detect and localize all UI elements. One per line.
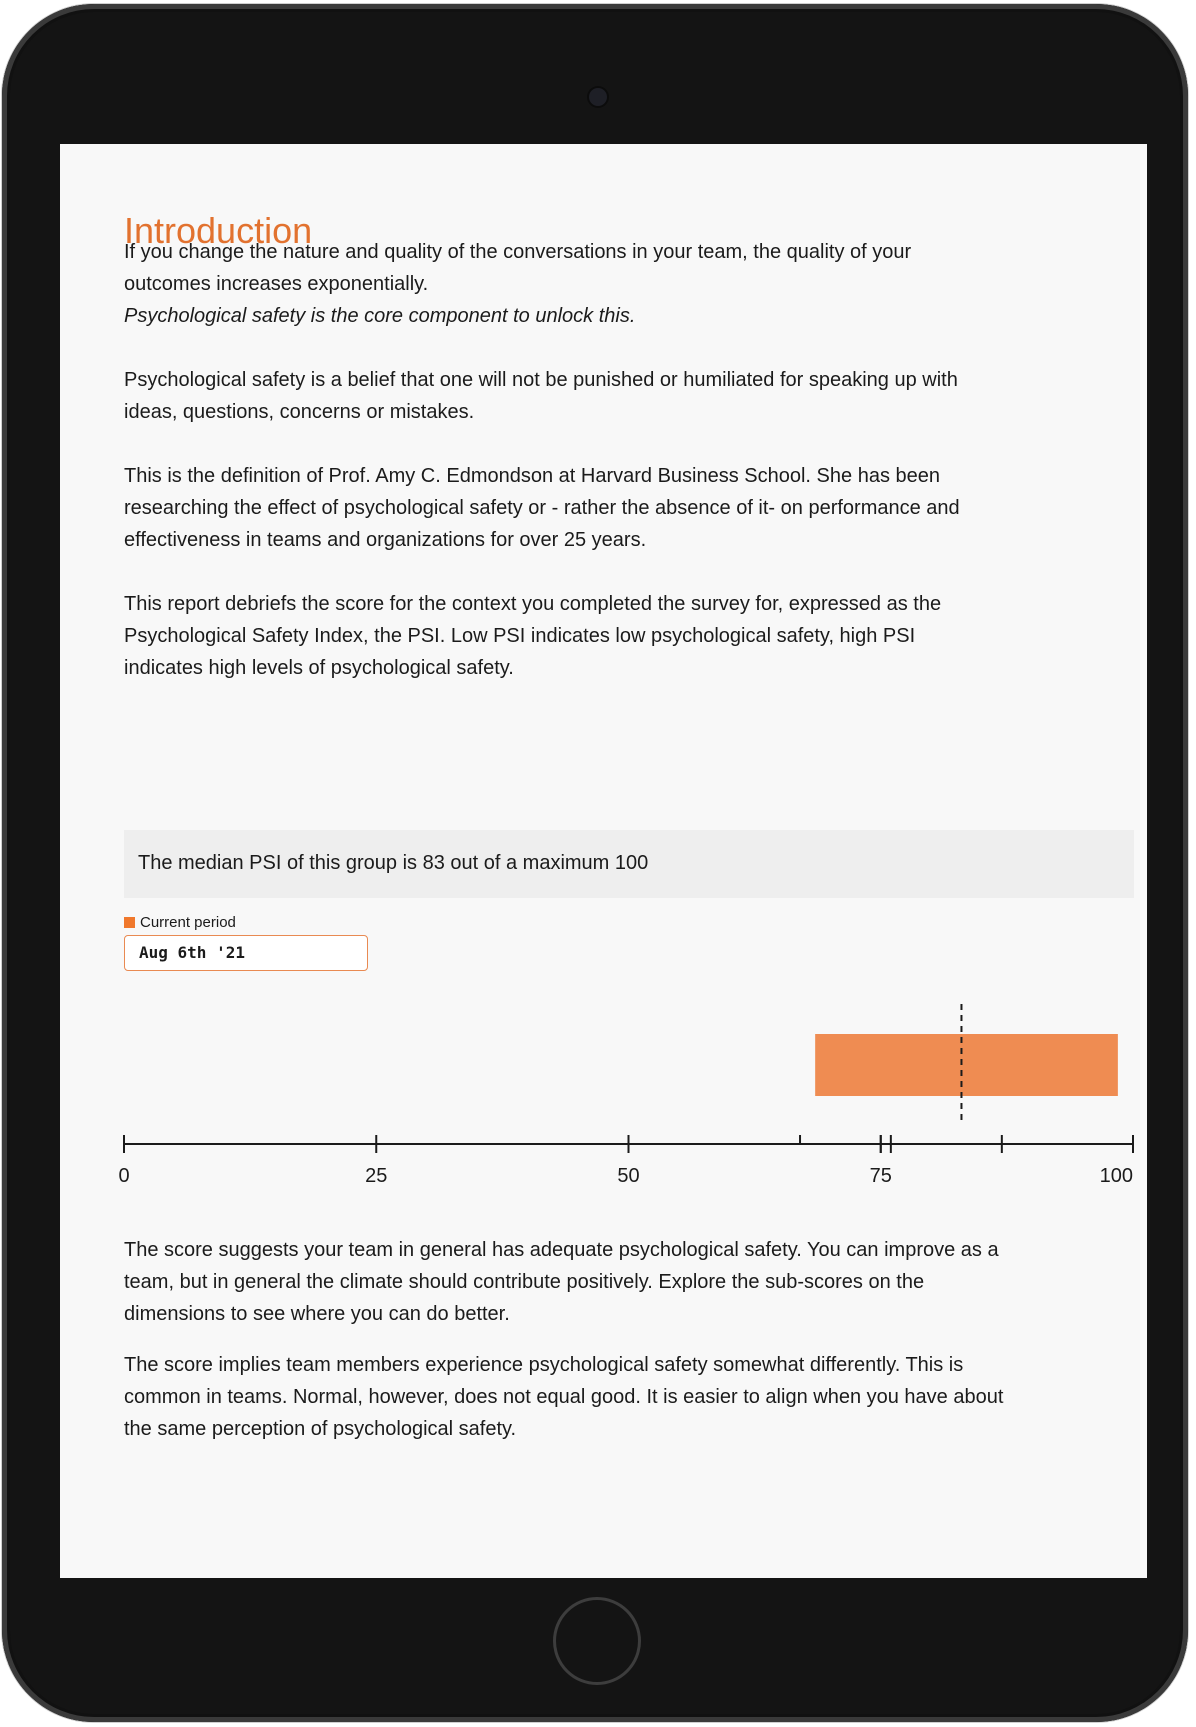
period-select[interactable]: Aug 6th '21: [124, 935, 368, 971]
x-axis-tick-label: 25: [365, 1165, 388, 1187]
iqr-box: [815, 1034, 1118, 1096]
score-variance-paragraph: The score implies team members experience psychological safety somewhat differently. This is common in teams. Normal, however, does not equal good. It is easier to align when you have about the same perception of psychological safety.: [124, 1354, 1004, 1440]
x-axis-tick-label: 100: [1099, 1165, 1133, 1187]
x-axis-tick-label: 50: [617, 1165, 640, 1187]
chart-legend: [124, 914, 236, 931]
median-summary-text: The median PSI of this group is 83 out of a maximum 100: [138, 852, 649, 874]
camera: [589, 88, 607, 106]
legend-label: Current period: [140, 914, 236, 931]
home-button[interactable]: [553, 1597, 641, 1685]
x-axis-tick-label: 75: [869, 1165, 892, 1187]
intro-paragraph-4: This report debriefs the score for the context you completed the survey for, expressed as the Psychological Safety Index, the PSI. Low PSI indicates low psychological safety, high PSI indicates high levels of psychological safety.: [124, 593, 942, 679]
tablet-frame: [2, 4, 1188, 1722]
intro-paragraph-3: This is the definition of Prof. Amy C. Edmondson at Harvard Business School. She has been researching the effect of psychological safety or - rather the absence of it- on performance and effectiveness in teams and organizations for over 25 years.: [124, 465, 960, 551]
screen: [60, 144, 1147, 1578]
intro-italic-line: Psychological safety is the core component to unlock this.: [124, 305, 636, 327]
intro-paragraph-2: Psychological safety is a belief that one will not be punished or humiliated for speaking up with ideas, questions, concerns or mistakes.: [124, 369, 958, 423]
intro-paragraph-1: [124, 236, 984, 332]
page-title: Introduction: [124, 210, 313, 251]
legend-swatch: [124, 917, 135, 928]
intro-line-1: If you change the nature and quality of the conversations in your team, the quality of your: [124, 241, 912, 263]
median-summary-box: [124, 830, 1134, 898]
intro-line-2: outcomes increases exponentially.: [124, 273, 429, 295]
x-axis-tick-label: 0: [118, 1165, 130, 1187]
score-interpretation-paragraph: The score suggests your team in general has adequate psychological safety. You can improve as a team, but in general the climate should contribute positively. Explore the sub-scores on the dimensions to see where you can do better.: [124, 1239, 999, 1325]
